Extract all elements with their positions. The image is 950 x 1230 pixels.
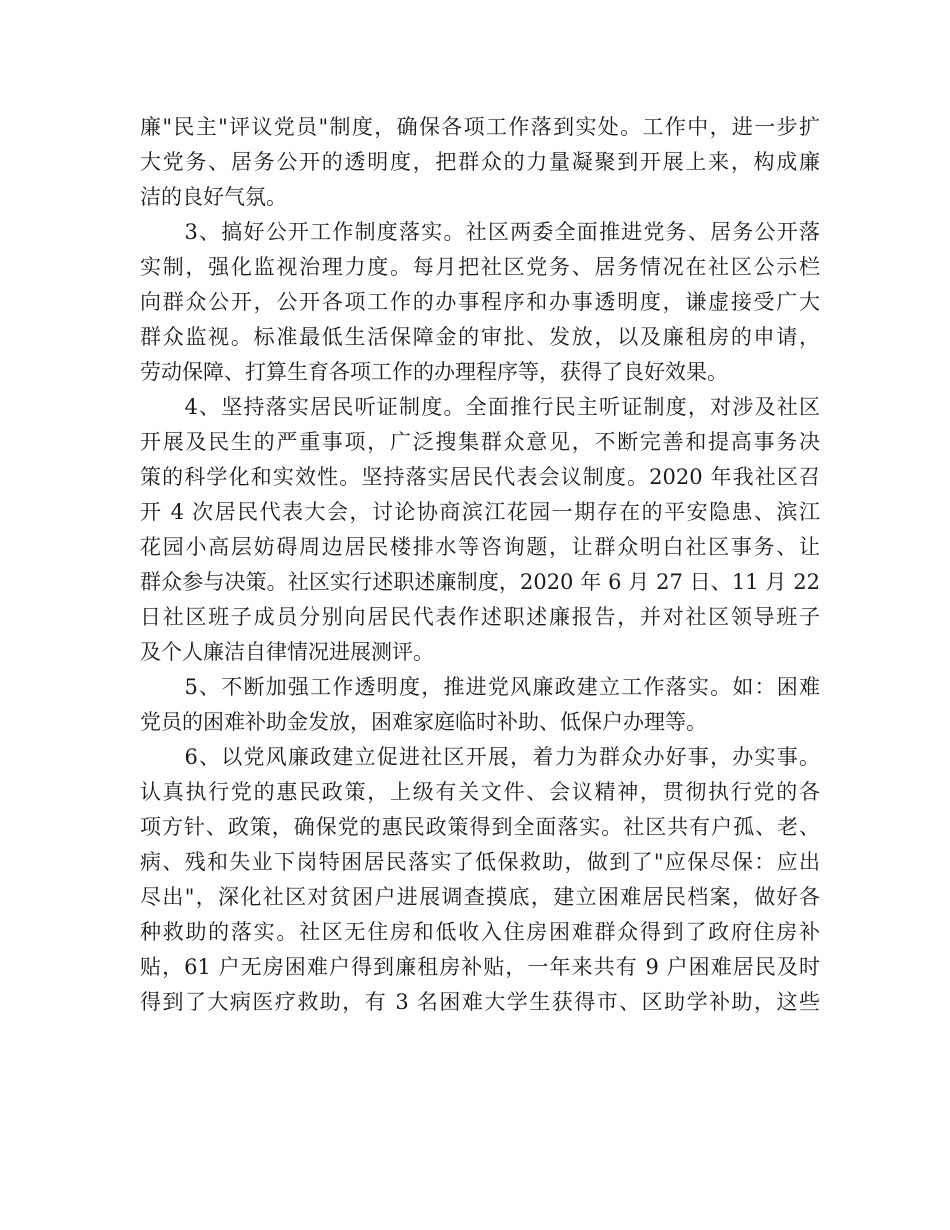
document-body xyxy=(140,110,820,1020)
text-line: 洁的良好气氛。 xyxy=(140,185,287,209)
text-line: 群众监视。标准最低生活保障金的审批、发放，以及廉租房的申请， xyxy=(140,325,820,349)
text-line: 群众参与决策。社区实行述职述廉制度，2020 年 6 月 27 日、11 月 22 xyxy=(140,570,820,594)
text-line: 党员的困难补助金发放，困难家庭临时补助、低保户办理等。 xyxy=(140,710,707,734)
text-line: 种救助的落实。社区无住房和低收入住房困难群众得到了政府住房补 xyxy=(140,920,820,944)
text-line: 开 4 次居民代表大会，讨论协商滨江花园一期存在的平安隐患、滨江 xyxy=(140,500,820,524)
text-line: 及个人廉洁自律情况进展测评。 xyxy=(140,640,434,664)
text-line: 6、以党风廉政建立促进社区开展，着力为群众办好事，办实事。 xyxy=(140,745,820,769)
text-line: 病、残和失业下岗特困居民落实了低保救助，做到了"应保尽保：应出 xyxy=(140,850,820,874)
text-line: 项方针、政策，确保党的惠民政策得到全面落实。社区共有户孤、老、 xyxy=(140,815,820,839)
text-line: 劳动保障、打算生育各项工作的办理程序等，获得了良好效果。 xyxy=(140,360,728,384)
text-line: 大党务、居务公开的透明度，把群众的力量凝聚到开展上来，构成廉 xyxy=(140,150,820,174)
text-line: 实制，强化监视治理力度。每月把社区党务、居务情况在社区公示栏 xyxy=(140,255,820,279)
text-line: 廉"民主"评议党员"制度，确保各项工作落到实处。工作中，进一步扩 xyxy=(140,115,820,139)
text-line: 策的科学化和实效性。坚持落实居民代表会议制度。2020 年我社区召 xyxy=(140,465,820,489)
text-line: 花园小高层妨碍周边居民楼排水等咨询题，让群众明白社区事务、让 xyxy=(140,535,820,559)
text-line: 3、搞好公开工作制度落实。社区两委全面推进党务、居务公开落 xyxy=(140,220,820,244)
text-line: 尽出"，深化社区对贫困户进展调查摸底，建立困难居民档案，做好各 xyxy=(140,885,820,909)
text-line: 向群众公开，公开各项工作的办事程序和办事透明度，谦虚接受广大 xyxy=(140,290,820,314)
text-line: 认真执行党的惠民政策，上级有关文件、会议精神，贯彻执行党的各 xyxy=(140,780,820,804)
text-line: 4、坚持落实居民听证制度。全面推行民主听证制度，对涉及社区 xyxy=(140,395,820,419)
text-line: 日社区班子成员分别向居民代表作述职述廉报告，并对社区领导班子 xyxy=(140,605,820,629)
text-line: 贴，61 户无房困难户得到廉租房补贴，一年来共有 9 户困难居民及时 xyxy=(140,955,820,979)
text-line: 开展及民生的严重事项，广泛搜集群众意见，不断完善和提高事务决 xyxy=(140,430,820,454)
text-line: 5、不断加强工作透明度，推进党风廉政建立工作落实。如：困难 xyxy=(140,675,820,699)
text-line: 得到了大病医疗救助，有 3 名困难大学生获得市、区助学补助，这些 xyxy=(140,990,820,1014)
